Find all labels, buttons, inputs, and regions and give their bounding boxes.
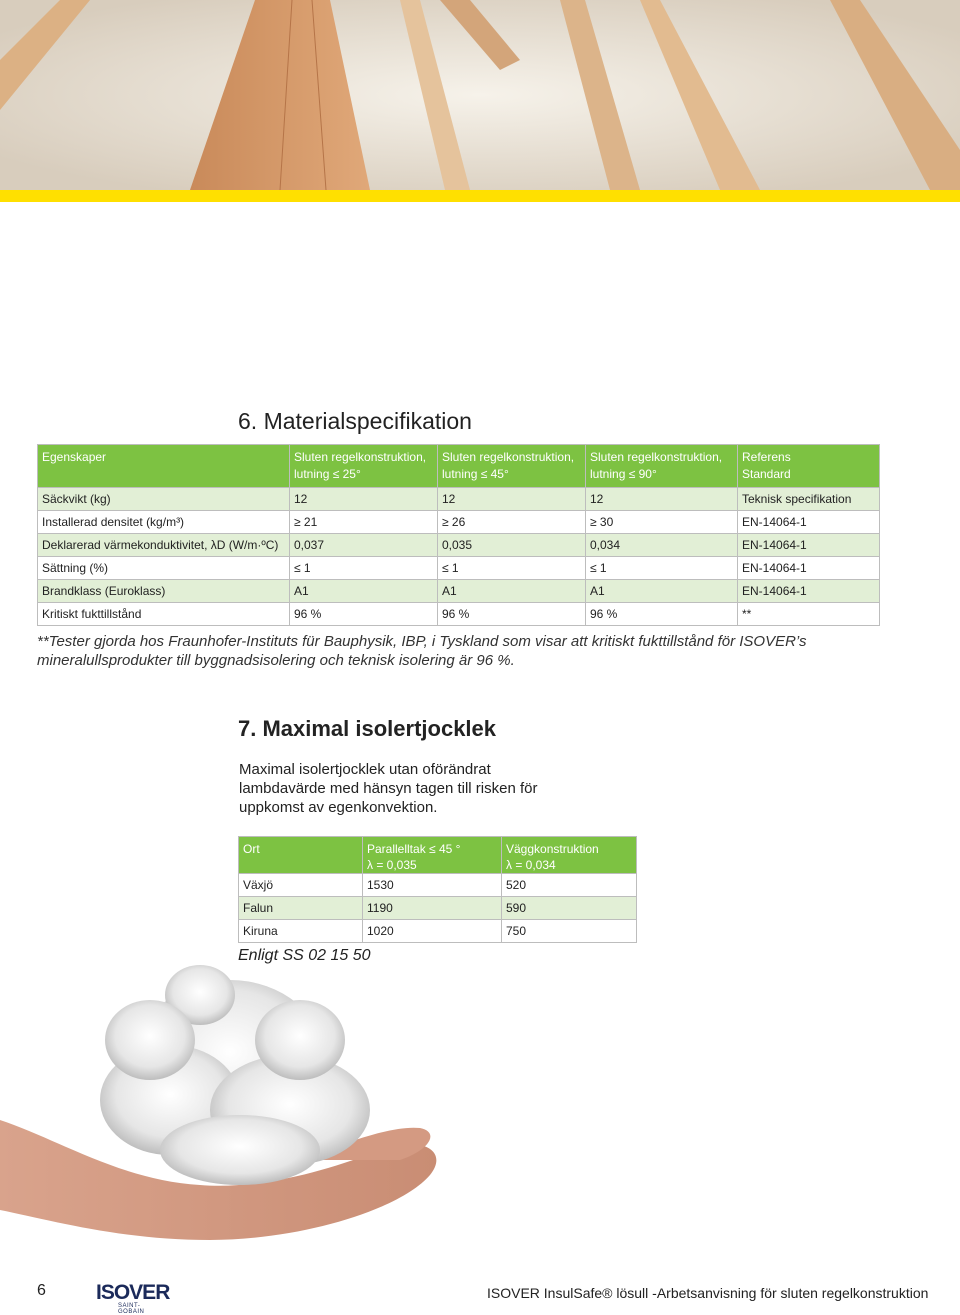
header-parallelltak: [363, 837, 502, 874]
attic-insulation-photo: [0, 0, 960, 190]
table-cell: ≤ 1: [438, 557, 586, 580]
table-row: [38, 534, 880, 557]
header-line: Väggkonstruktion: [506, 842, 599, 856]
test-footnote: **Tester gjorda hos Fraunhofer-Instituts für Bauphysik, IBP, i Tyskland som visar att kritiskt fukttillstånd för ISOVER’s mineralullsprodukter till byggnadsisolering och teknisk isolering är 96 %.: [37, 633, 807, 669]
header-vaggkonstruktion: [502, 837, 637, 874]
table-row: [239, 920, 637, 943]
table-cell: A1: [586, 580, 738, 603]
table-row: [38, 511, 880, 534]
logo-subtext: SAINT-GOBAIN: [118, 1303, 145, 1315]
table-header-row: [239, 837, 637, 874]
table-row: [38, 488, 880, 511]
table-cell: Sättning (%): [38, 557, 290, 580]
footer-title: ISOVER InsulSafe® lösull -Arbetsanvisning för sluten regelkonstruktion: [487, 1285, 929, 1301]
page-number: 6: [37, 1282, 46, 1299]
table-cell: EN-14064-1: [738, 511, 880, 534]
table-cell: 520: [502, 874, 637, 897]
standard-note: Enligt SS 02 15 50: [238, 947, 371, 964]
header-line: Sluten regelkonstruktion,: [294, 450, 427, 464]
header-line: Referens: [742, 450, 791, 464]
table-cell: 96 %: [586, 603, 738, 626]
attic-photo-illustration: [0, 0, 960, 190]
table-row: [38, 557, 880, 580]
header-line: Standard: [742, 467, 791, 481]
table-cell: 1190: [363, 897, 502, 920]
table-cell: EN-14064-1: [738, 557, 880, 580]
header-lutning-25: [290, 445, 438, 488]
table-cell: ≤ 1: [586, 557, 738, 580]
table-cell: 96 %: [438, 603, 586, 626]
table-cell: Kiruna: [239, 920, 363, 943]
isover-logo: [96, 1281, 170, 1315]
material-spec-table: [37, 444, 880, 626]
header-ort: Ort: [239, 837, 363, 874]
table-cell: EN-14064-1: [738, 580, 880, 603]
table-row: [239, 897, 637, 920]
table-row: [239, 874, 637, 897]
table-cell: 1530: [363, 874, 502, 897]
hand-with-insulation-photo: [0, 950, 480, 1250]
table-cell: A1: [290, 580, 438, 603]
table-cell: Säckvikt (kg): [38, 488, 290, 511]
table-row: [38, 603, 880, 626]
table-cell: ≥ 21: [290, 511, 438, 534]
header-referens: [738, 445, 880, 488]
table-cell: ≤ 1: [290, 557, 438, 580]
section-paragraph: Maximal isolertjocklek utan oförändrat lambdavärde med hänsyn tagen till risken för uppkomst av egenkonvektion.: [239, 761, 538, 816]
table-cell: **: [738, 603, 880, 626]
table-cell: 96 %: [290, 603, 438, 626]
table-cell: 0,034: [586, 534, 738, 557]
max-thickness-table: [238, 836, 637, 943]
header-line: Sluten regelkonstruktion,: [442, 450, 575, 464]
yellow-divider-bar: [0, 190, 960, 202]
table-cell: 590: [502, 897, 637, 920]
header-line: λ = 0,034: [506, 858, 556, 872]
table-cell: 12: [290, 488, 438, 511]
table-cell: Brandklass (Euroklass): [38, 580, 290, 603]
table-header-row: [38, 445, 880, 488]
table-cell: 12: [586, 488, 738, 511]
header-line: Sluten regelkonstruktion,: [590, 450, 723, 464]
table-cell: 1020: [363, 920, 502, 943]
table-cell: 12: [438, 488, 586, 511]
table-cell: Falun: [239, 897, 363, 920]
header-lutning-90: [586, 445, 738, 488]
header-line: Parallelltak ≤ 45 °: [367, 842, 461, 856]
table-cell: A1: [438, 580, 586, 603]
header-line: lutning ≤ 45°: [442, 467, 509, 481]
table-cell: ≥ 26: [438, 511, 586, 534]
table-cell: Kritiskt fukttillstånd: [38, 603, 290, 626]
header-line: lutning ≤ 90°: [590, 467, 657, 481]
header-egenskaper: Egenskaper: [38, 445, 290, 488]
table-cell: 0,035: [438, 534, 586, 557]
table-cell: EN-14064-1: [738, 534, 880, 557]
table-cell: Teknisk specifikation: [738, 488, 880, 511]
table-cell: Installerad densitet (kg/m³): [38, 511, 290, 534]
header-lutning-45: [438, 445, 586, 488]
table-cell: 0,037: [290, 534, 438, 557]
logo-wordmark: ISOVER: [96, 1281, 170, 1304]
table-cell: Deklarerad värmekonduktivitet, λD (W/m·ºC): [38, 534, 290, 557]
table-row: [38, 580, 880, 603]
section-heading-material-spec: 6. Materialspecifikation: [238, 408, 472, 434]
table-cell: Växjö: [239, 874, 363, 897]
header-line: lutning ≤ 25°: [294, 467, 361, 481]
table-cell: ≥ 30: [586, 511, 738, 534]
header-line: λ = 0,035: [367, 858, 417, 872]
section-heading-max-thickness: 7. Maximal isolertjocklek: [238, 716, 497, 741]
table-cell: 750: [502, 920, 637, 943]
